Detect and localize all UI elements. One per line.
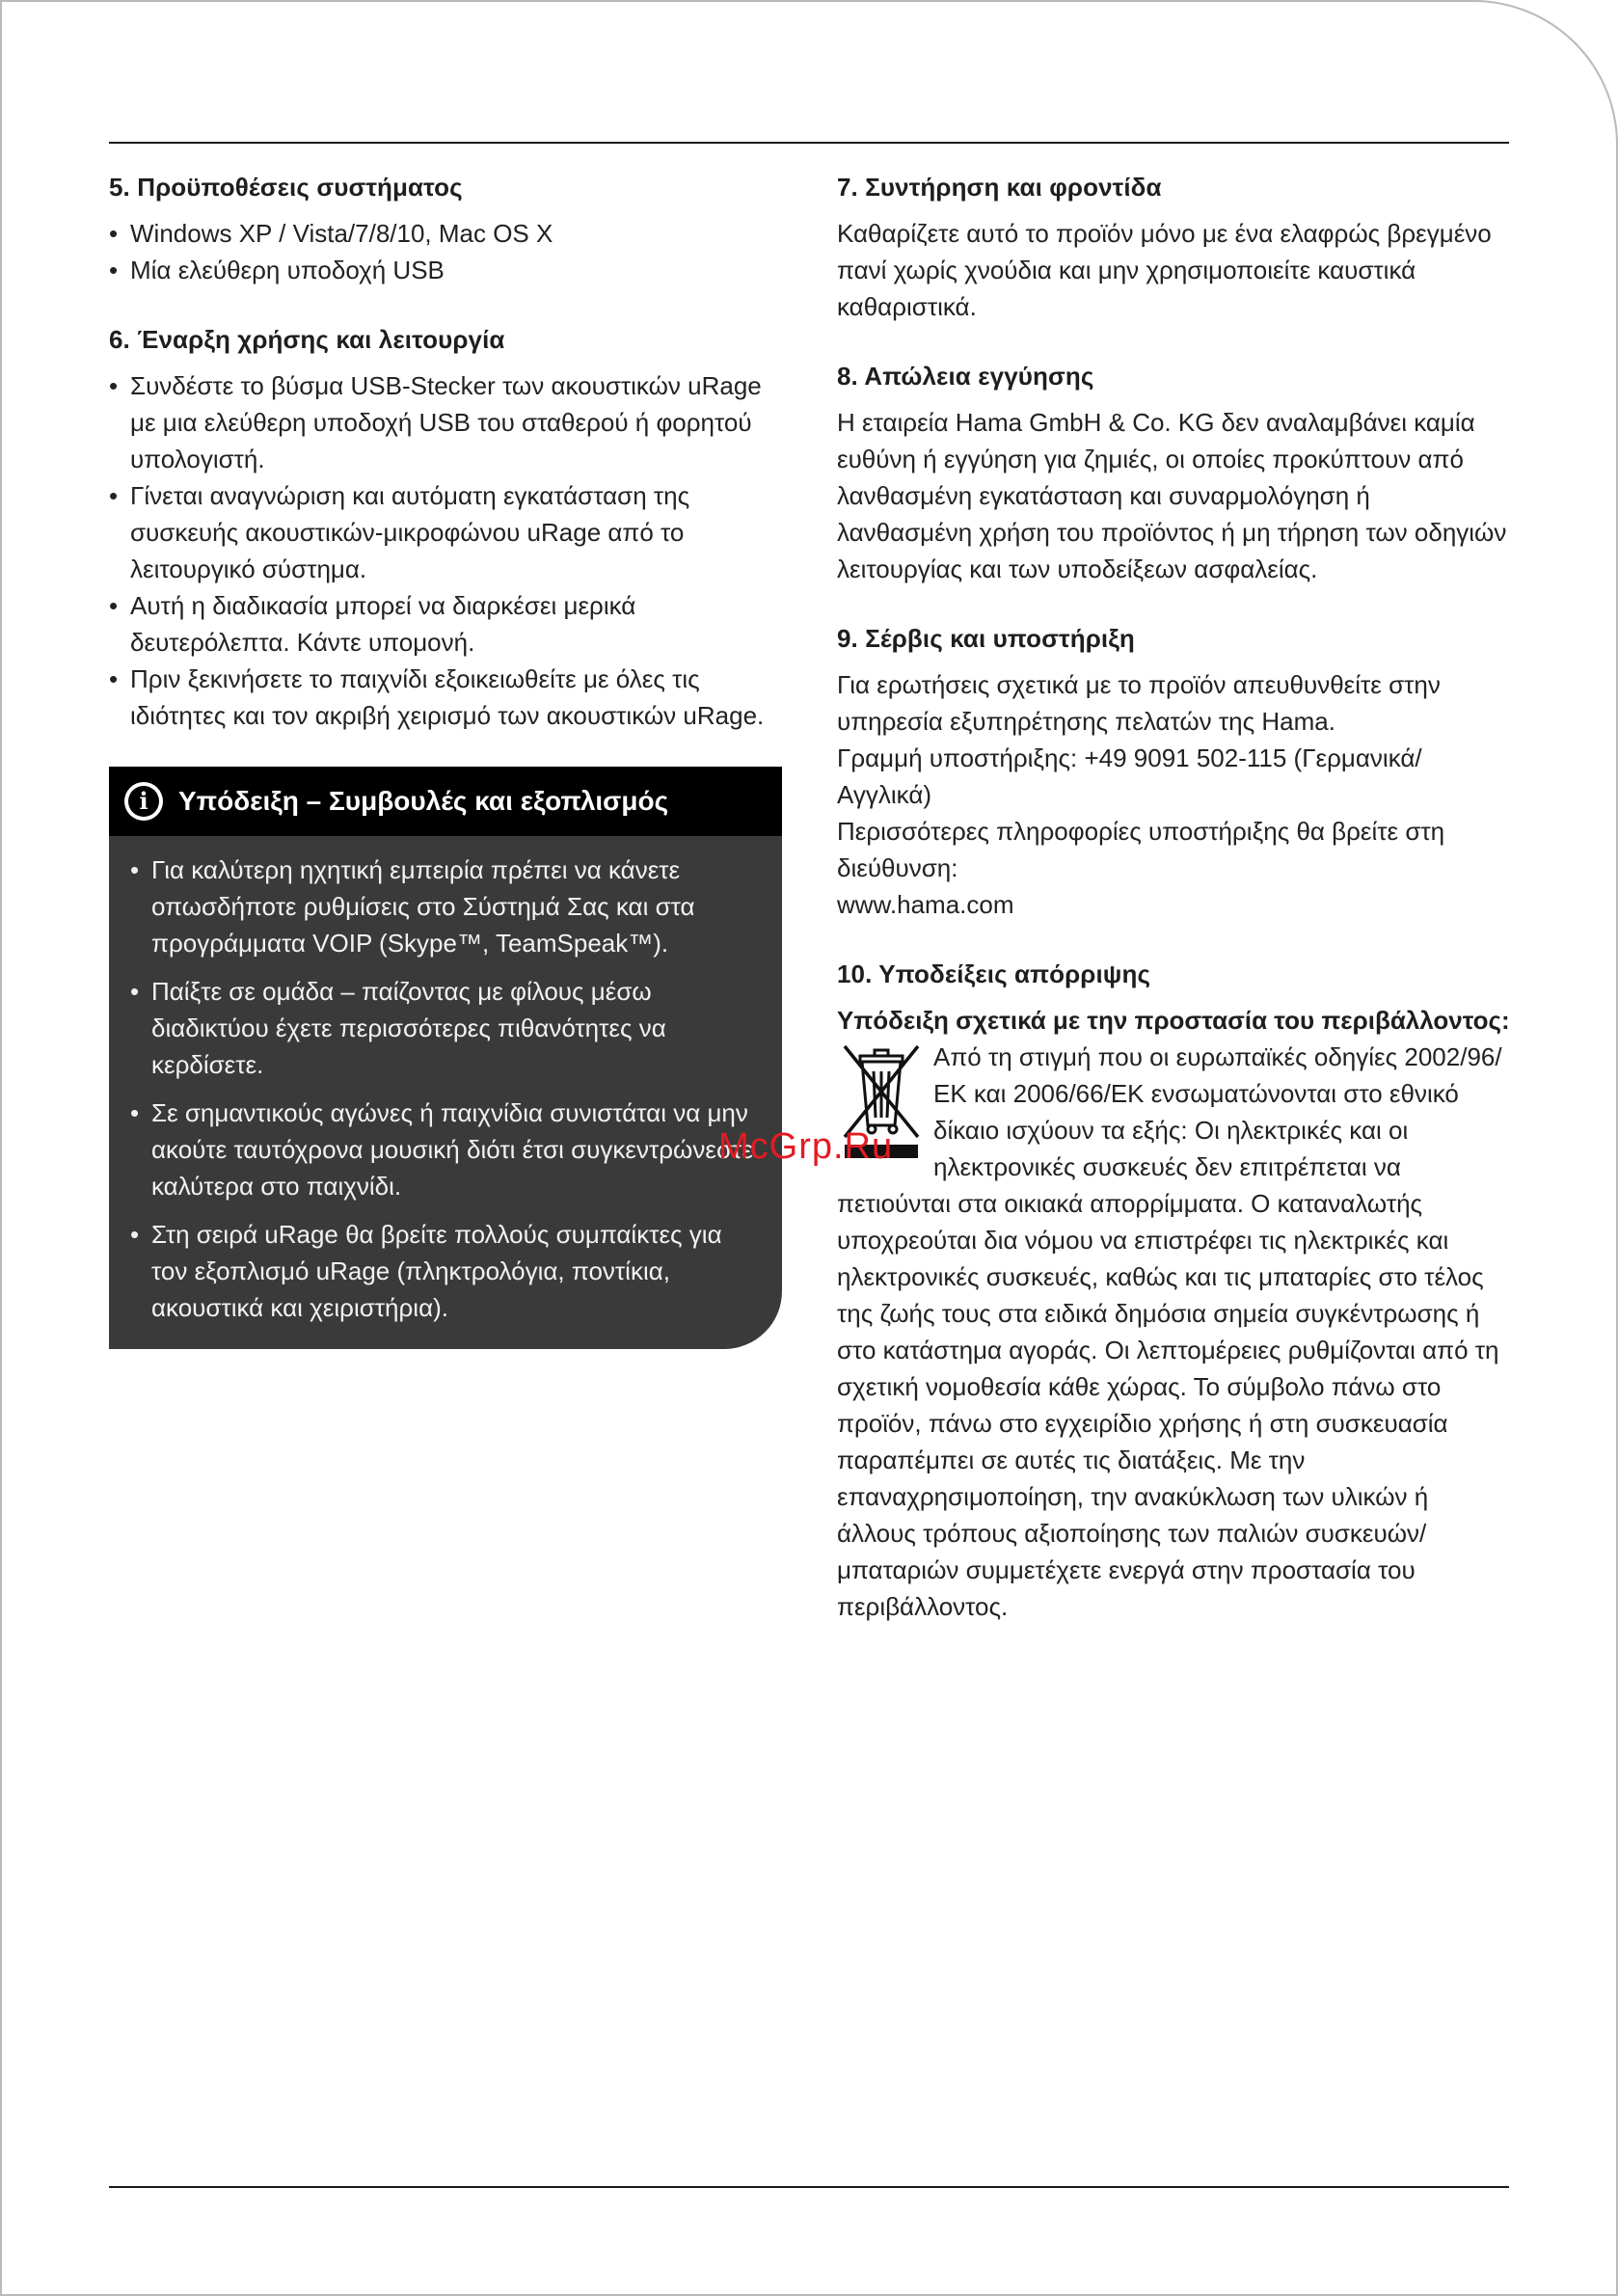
bottom-rule <box>109 2186 1509 2188</box>
section-subtitle: Υπόδειξη σχετικά με την προστασία του περιβάλλοντος: <box>837 1006 1510 1035</box>
section-text: Η εταιρεία Hama GmbH & Co. KG δεν αναλαμβάνει καμία ευθύνη ή εγγύηση για ζημιές, οι οποίες προκύπτουν από λανθασμένη εγκατάσταση και συναρμολόγηση ή λανθασμένη χρήση του προϊόντος ή μη τήρηση των οδηγιών λειτουργίας και των υποδείξεων ασφαλείας. <box>837 408 1507 583</box>
section-title: 9. Σέρβις και υποστήριξη <box>837 624 1135 653</box>
right-column <box>837 169 1512 1658</box>
section-title: 10. Υποδείξεις απόρριψης <box>837 959 1151 988</box>
support-line: Περισσότερες πληροφορίες υποστήριξης θα βρείτε στη διεύθυνση: <box>837 817 1445 882</box>
section-getting-started <box>109 321 784 734</box>
section-support <box>837 620 1512 923</box>
section-warranty <box>837 358 1512 587</box>
list-item: • Αυτή η διαδικασία μπορεί να διαρκέσει μερικά δευτερόλεπτα. Κάντε υπομονή. <box>109 587 784 661</box>
tip-list <box>130 851 761 1326</box>
getting-started-list <box>109 367 784 734</box>
list-item: • Μία ελεύθερη υποδοχή USB <box>109 252 784 288</box>
tip-header <box>109 767 782 836</box>
tip-body <box>109 836 782 1349</box>
section-disposal <box>837 956 1512 1625</box>
section-title: 5. Προϋποθέσεις συστήματος <box>109 173 463 202</box>
support-line: Για ερωτήσεις σχετικά με το προϊόν απευθυνθείτε στην υπηρεσία εξυπηρέτησης πελατών της Hama. <box>837 670 1441 736</box>
section-title: 6. Έναρξη χρήσης και λειτουργία <box>109 325 505 354</box>
info-icon: i <box>124 782 163 821</box>
section-text: Καθαρίζετε αυτό το προϊόν μόνο με ένα ελαφρώς βρεγμένο πανί χωρίς χνούδια και μην χρησιμοποιείτε καυστικά καθαριστικά. <box>837 219 1492 321</box>
support-url: www.hama.com <box>837 890 1014 919</box>
list-item: • Για καλύτερη ηχητική εμπειρία πρέπει να κάνετε οπωσδήποτε ρυθμίσεις στο Σύστημά Σας και στα προγράμματα VOIP (Skype™, TeamSpeak™). <box>130 851 761 961</box>
list-item: • Σε σημαντικούς αγώνες ή παιχνίδια συνιστάται να μην ακούτε ταυτόχρονα μουσική διότι έτσι συγκεντρώνεστε καλύτερα στο παιχνίδι. <box>130 1094 761 1204</box>
disposal-body <box>837 1039 1512 1625</box>
list-item: • Windows XP / Vista/7/8/10, Mac OS X <box>109 215 784 252</box>
section-title: 8. Απώλεια εγγύησης <box>837 362 1094 391</box>
disposal-text: Από τη στιγμή που οι ευρωπαϊκές οδηγίες 2002/96/ ΕΚ και 2006/66/ΕΚ ενσωματώνονται στο εθνικό δίκαιο ισχύουν τα εξής: Οι ηλεκτρικές και οι ηλεκτρονικές συσκευές δεν επιτρέπεται να πετιούνται στα οικιακά απορρίμματα. Ο καταναλωτής υποχρεούται δια νόμου να επιστρέφει τις ηλεκτρικές και ηλεκτρονικές συσκευές, καθώς και τις μπαταρίες στο τέλος της ζωής τους στα ειδικά δημόσια σημεία συγκέντρωσης ή στο κατάστημα αγοράς. Οι λεπτομέρειες ρυθμίζονται από τη σχετική νομοθεσία κάθε χώρας. Το σύμβολο πάνω στο προϊόν, πάνω στο εγχειρίδιο χρήσης ή στη συσκευασία παραπέμπει σε αυτές τις διατάξεις. Με την επαναχρησιμοποίηση, την ανακύκλωση των υλικών ή άλλους τρόπους αξιοποίησης των παλιών συσκευών/μπαταριών συμμετέχετε ενεργά στην προστασία του περιβάλλοντος. <box>837 1042 1502 1621</box>
tip-box <box>109 767 782 1349</box>
tip-title: Υπόδειξη – Συμβουλές και εξοπλισμός <box>178 786 669 816</box>
watermark: McGrp.Ru <box>718 1126 894 1167</box>
section-title: 7. Συντήρηση και φροντίδα <box>837 173 1162 202</box>
section-system-requirements <box>109 169 784 288</box>
top-rule <box>109 142 1509 144</box>
list-item: • Παίξτε σε ομάδα – παίζοντας με φίλους μέσω διαδικτύου έχετε περισσότερες πιθανότητες να κερδίσετε. <box>130 973 761 1083</box>
left-column <box>109 169 784 1349</box>
list-item: • Στη σειρά uRage θα βρείτε πολλούς συμπαίκτες για τον εξοπλισμό uRage (πληκτρολόγια, ποντίκια, ακουστικά και χειριστήρια). <box>130 1216 761 1326</box>
support-hotline: Γραμμή υποστήριξης: +49 9091 502-115 (Γερμανικά/Αγγλικά) <box>837 743 1422 809</box>
section-maintenance <box>837 169 1512 325</box>
list-item: • Συνδέστε το βύσμα USB-Stecker των ακουστικών uRage με μια ελεύθερη υποδοχή USB του σταθερού ή φορητού υπολογιστή. <box>109 367 784 477</box>
requirements-list <box>109 215 784 288</box>
list-item: • Γίνεται αναγνώριση και αυτόματη εγκατάσταση της συσκευής ακουστικών-μικροφώνου uRage από το λειτουργικό σύστημα. <box>109 477 784 587</box>
list-item: • Πριν ξεκινήσετε το παιχνίδι εξοικειωθείτε με όλες τις ιδιότητες και τον ακριβή χειρισμό των ακουστικών uRage. <box>109 661 784 734</box>
